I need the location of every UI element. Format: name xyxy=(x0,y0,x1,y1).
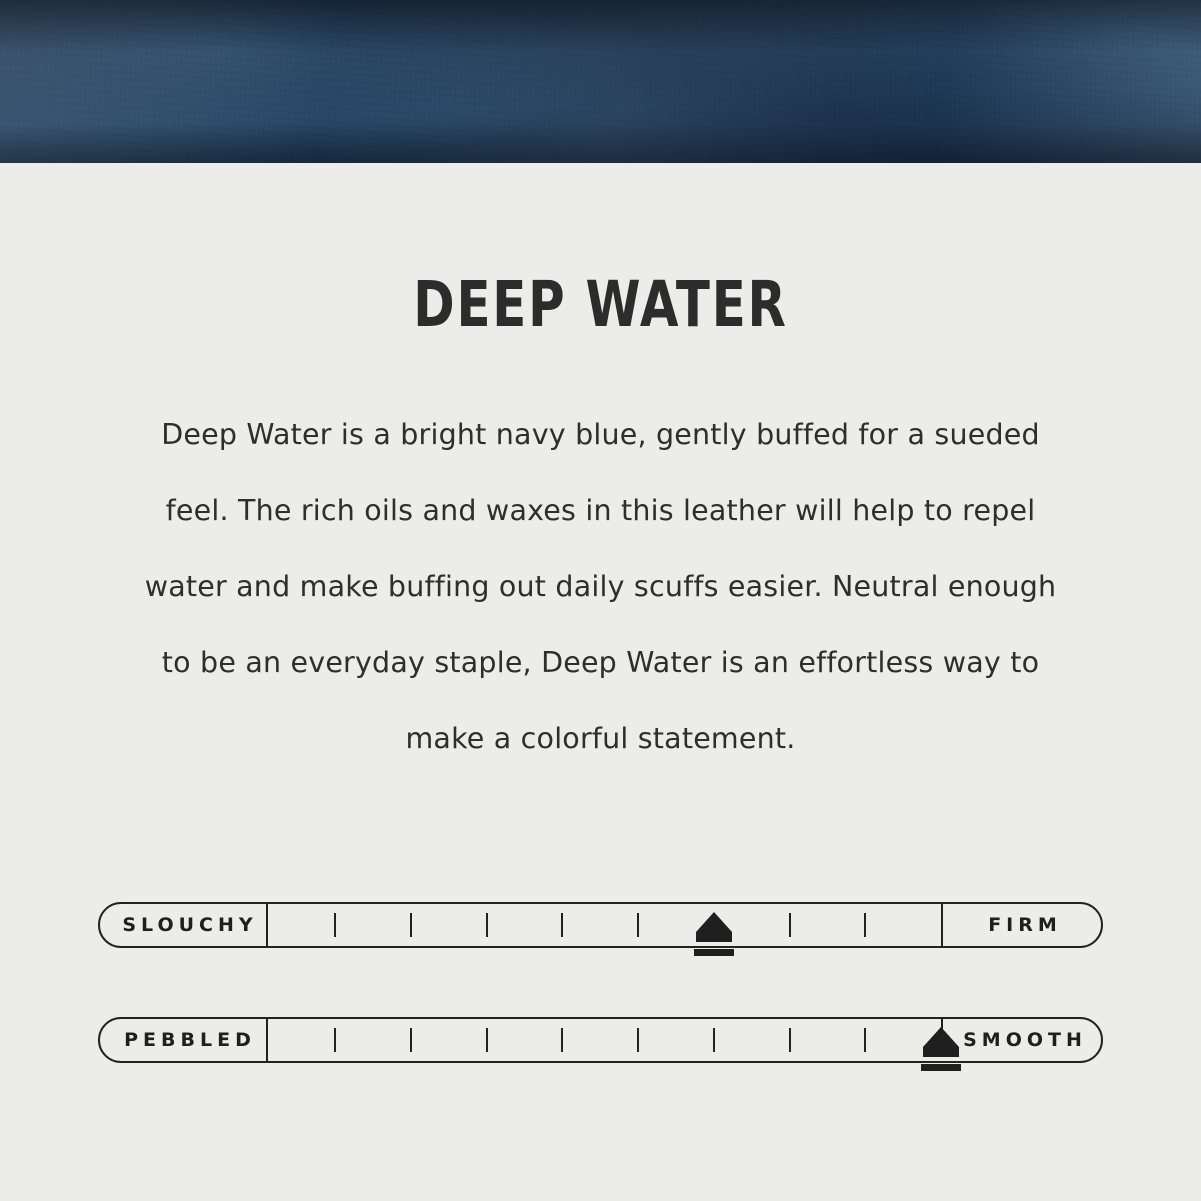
scale-tick xyxy=(334,913,336,937)
scale-tick xyxy=(637,913,639,937)
swatch-top-shadow xyxy=(0,0,1201,52)
scale-tick xyxy=(561,913,563,937)
marker-notch xyxy=(696,942,732,946)
scale-texture-track[interactable] xyxy=(268,1019,941,1061)
scale-tick xyxy=(713,1028,715,1052)
marker-base xyxy=(921,1064,961,1071)
swatch-bottom-shadow xyxy=(0,123,1201,163)
scale-firmness-right-label: FIRM xyxy=(941,904,1101,946)
scale-texture-right-label: SMOOTH xyxy=(941,1019,1101,1061)
scale-tick xyxy=(789,1028,791,1052)
scale-tick xyxy=(637,1028,639,1052)
scale-tick xyxy=(713,913,715,937)
scale-tick xyxy=(864,1028,866,1052)
deep-water-leather-swatch xyxy=(0,0,1201,163)
scale-tick xyxy=(410,1028,412,1052)
scale-firmness xyxy=(98,902,1103,964)
page-title: DEEP WATER xyxy=(413,268,788,341)
scale-firmness-left-label: SLOUCHY xyxy=(100,904,268,946)
scale-tick xyxy=(410,913,412,937)
scale-texture-left-label: PEBBLED xyxy=(100,1019,268,1061)
leather-attribute-scales xyxy=(0,902,1201,1079)
leather-description: Deep Water is a bright navy blue, gently buffed for a sueded feel. The rich oils and waxes in this leather will help to repel water and make buffing out daily scuffs easier. Neutral enough to be an everyday staple, Deep Water is an effortless way to make a colorful statement. xyxy=(144,418,1057,755)
scale-tick xyxy=(486,1028,488,1052)
marker-base xyxy=(694,949,734,956)
scale-tick xyxy=(864,913,866,937)
scale-tick xyxy=(334,1028,336,1052)
scale-texture xyxy=(98,1017,1103,1079)
scale-tick xyxy=(561,1028,563,1052)
scale-texture-bar xyxy=(98,1017,1103,1063)
scale-tick xyxy=(486,913,488,937)
scale-firmness-track[interactable] xyxy=(268,904,941,946)
scale-tick xyxy=(789,913,791,937)
scale-firmness-bar xyxy=(98,902,1103,948)
